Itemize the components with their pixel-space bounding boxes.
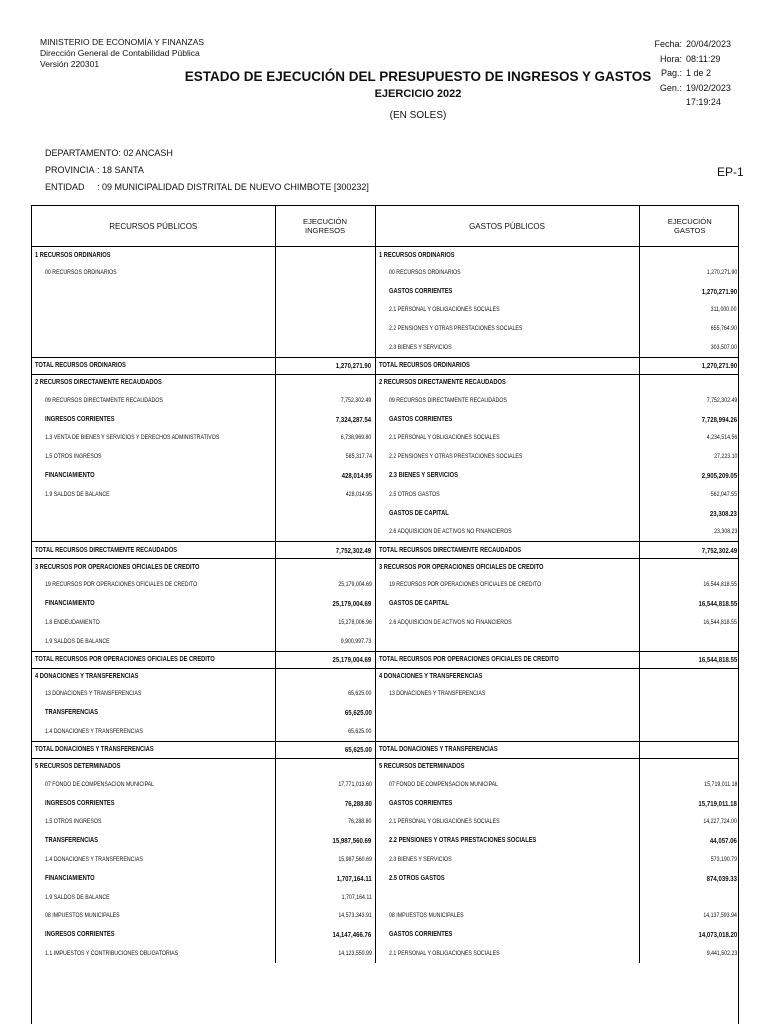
total-row <box>32 651 739 668</box>
gasto-amount: 14,073,018.20 <box>698 930 737 940</box>
gasto-concept: 2.6 ADQUISICION DE ACTIVOS NO FINANCIEROS <box>375 523 639 542</box>
gasto-concept: 2.5 OTROS GASTOS <box>375 869 639 888</box>
gasto-amount: 573,190.79 <box>710 856 737 864</box>
ingreso-concept: INGRESOS CORRIENTES <box>32 925 275 944</box>
table-row <box>32 831 739 850</box>
gasto-amount: 4,234,514.56 <box>706 434 737 442</box>
table-row <box>32 319 739 338</box>
table-row <box>32 447 739 466</box>
gasto-concept: 2.6 ADQUISICION DE ACTIVOS NO FINANCIEROS <box>375 613 639 632</box>
gasto-amount <box>639 632 739 651</box>
table-row <box>32 944 739 963</box>
ingreso-amount: 65,625.00 <box>275 741 375 758</box>
ingreso-amount <box>275 263 375 282</box>
total-row <box>32 357 739 374</box>
ingreso-concept <box>32 319 275 338</box>
meta-value: 08:11:29 <box>686 53 721 64</box>
gasto-concept: TOTAL DONACIONES Y TRANSFERENCIAS <box>375 741 639 758</box>
ingreso-concept: FINANCIAMIENTO <box>32 466 275 485</box>
ingreso-concept: 09 RECURSOS DIRECTAMENTE RECAUDADOS <box>32 391 275 410</box>
ingreso-concept: 1.1 IMPUESTOS Y CONTRIBUCIONES OBLIGATORIAS <box>32 944 275 963</box>
ingreso-concept: 1.4 DONACIONES Y TRANSFERENCIAS <box>32 850 275 869</box>
gasto-amount: 655,764.90 <box>710 325 737 333</box>
ingreso-concept: INGRESOS CORRIENTES <box>32 794 275 813</box>
table-header-row <box>32 206 739 247</box>
ingreso-concept: 5 RECURSOS DETERMINADOS <box>32 758 275 775</box>
gasto-concept: GASTOS CORRIENTES <box>375 925 639 944</box>
entity-value: : 09 MUNICIPALIDAD DISTRITAL DE NUEVO CHIMBOTE [300232] <box>97 182 369 192</box>
gasto-concept: GASTOS CORRIENTES <box>375 410 639 429</box>
gasto-concept: 07 FONDO DE COMPENSACION MUNICIPAL <box>375 775 639 794</box>
gasto-amount: 562,047.55 <box>710 490 737 498</box>
ingreso-amount: 1,707,164.11 <box>275 888 375 907</box>
gasto-amount: 16,544,818.55 <box>703 581 737 589</box>
gasto-concept: 2.5 OTROS GASTOS <box>375 485 639 504</box>
table-row <box>32 523 739 542</box>
gasto-concept: GASTOS CORRIENTES <box>375 794 639 813</box>
gasto-concept: 2.1 PERSONAL Y OBLIGACIONES SOCIALES <box>375 944 639 963</box>
gasto-amount: 16,544,818.55 <box>703 618 737 626</box>
table-row <box>32 685 739 704</box>
gasto-concept: 2 RECURSOS DIRECTAMENTE RECAUDADOS <box>375 374 639 391</box>
meta-value: 20/04/2023 <box>686 39 732 49</box>
ingreso-amount <box>275 319 375 338</box>
ingreso-concept: 1.4 DONACIONES Y TRANSFERENCIAS <box>32 722 275 741</box>
ingreso-amount <box>275 523 375 542</box>
table-row <box>32 722 739 741</box>
gasto-amount <box>639 703 739 722</box>
ingreso-amount: 14,147,466.76 <box>275 925 375 944</box>
meta-label: Fecha: <box>654 39 682 49</box>
gasto-concept: GASTOS CORRIENTES <box>375 282 639 301</box>
gasto-concept <box>375 722 639 741</box>
gasto-amount <box>639 722 739 741</box>
ingreso-amount: 9,900,997.73 <box>275 632 375 651</box>
ingreso-amount: 76,288.80 <box>275 794 375 813</box>
section-row <box>32 758 739 775</box>
ingreso-concept: TOTAL RECURSOS POR OPERACIONES OFICIALES DE CREDITO <box>32 651 275 668</box>
ingreso-concept: TRANSFERENCIAS <box>32 703 275 722</box>
table-row <box>32 869 739 888</box>
ingreso-concept: 1.5 OTROS INGRESOS <box>32 447 275 466</box>
ingreso-concept: TRANSFERENCIAS <box>32 831 275 850</box>
ingreso-amount: 6,738,969.80 <box>275 429 375 448</box>
ingreso-concept: 4 DONACIONES Y TRANSFERENCIAS <box>32 668 275 685</box>
meta-value: 19/02/2023 17:19:24 <box>685 82 731 107</box>
gasto-amount: 44,057.06 <box>710 836 737 846</box>
gasto-amount: 14,137,593.94 <box>703 912 737 920</box>
ingreso-concept: 1.8 ENDEUDAMIENTO <box>32 613 275 632</box>
ingreso-concept: 1.5 OTROS INGRESOS <box>32 813 275 832</box>
gasto-concept <box>375 703 639 722</box>
org-line: Versión 220301 <box>40 59 100 69</box>
ingreso-amount <box>275 338 375 357</box>
gasto-amount <box>639 741 739 758</box>
table-row <box>32 263 739 282</box>
ingreso-amount: 428,014.95 <box>275 466 375 485</box>
gasto-amount: 1,270,271.90 <box>701 286 737 296</box>
ingreso-amount: 1,707,164.11 <box>275 869 375 888</box>
gasto-concept: TOTAL RECURSOS ORDINARIOS <box>375 357 639 374</box>
col-header-recursos: RECURSOS PÚBLICOS <box>32 206 275 247</box>
ingreso-amount: 15,987,560.69 <box>275 850 375 869</box>
gasto-concept: GASTOS DE CAPITAL <box>375 504 639 523</box>
meta-value: 1 de 2 <box>686 68 712 78</box>
entity-label: DEPARTAMENTO: <box>45 148 121 158</box>
ingreso-amount <box>275 282 375 301</box>
ingreso-amount <box>275 374 375 391</box>
org-line: Dirección General de Contabilidad Pública <box>40 48 200 58</box>
gasto-concept: 1 RECURSOS ORDINARIOS <box>375 247 639 264</box>
ingreso-amount: 7,752,302.49 <box>275 391 375 410</box>
gasto-concept: 2.3 BIENES Y SERVICIOS <box>375 850 639 869</box>
table-row <box>32 925 739 944</box>
gasto-amount: 16,544,818.55 <box>698 599 737 609</box>
ingreso-amount <box>275 247 375 264</box>
ingreso-concept: 07 FONDO DE COMPENSACION MUNICIPAL <box>32 775 275 794</box>
ingreso-concept: 1 RECURSOS ORDINARIOS <box>32 247 275 264</box>
ingreso-amount: 15,278,006.96 <box>275 613 375 632</box>
ingreso-concept: 2 RECURSOS DIRECTAMENTE RECAUDADOS <box>32 374 275 391</box>
report-subtitle: EJERCICIO 2022 <box>374 88 462 100</box>
gasto-amount: 311,000.00 <box>711 306 737 314</box>
table-row <box>32 429 739 448</box>
gasto-concept: TOTAL RECURSOS DIRECTAMENTE RECAUDADOS <box>375 542 639 559</box>
table-row <box>32 703 739 722</box>
ingreso-amount <box>275 504 375 523</box>
table-row <box>32 632 739 651</box>
ingreso-concept: TOTAL RECURSOS DIRECTAMENTE RECAUDADOS <box>32 542 275 559</box>
gasto-amount <box>639 668 739 685</box>
ingreso-concept: TOTAL DONACIONES Y TRANSFERENCIAS <box>32 741 275 758</box>
gasto-amount: 9,441,502.23 <box>706 950 737 957</box>
ingreso-amount: 15,987,560.69 <box>275 831 375 850</box>
gasto-concept: 13 DONACIONES Y TRANSFERENCIAS <box>375 685 639 704</box>
ingreso-concept: 3 RECURSOS POR OPERACIONES OFICIALES DE CREDITO <box>32 559 275 576</box>
gasto-concept: 2.3 BIENES Y SERVICIOS <box>375 466 639 485</box>
total-row <box>32 542 739 559</box>
ingreso-concept: 1.3 VENTA DE BIENES Y SERVICIOS Y DERECHOS ADMINISTRATIVOS <box>32 429 275 448</box>
section-row <box>32 374 739 391</box>
ingreso-concept <box>32 338 275 357</box>
ingreso-amount: 65,625.00 <box>275 722 375 741</box>
ingreso-concept <box>32 282 275 301</box>
ingreso-amount <box>275 668 375 685</box>
entity-info <box>45 145 369 196</box>
gasto-amount: 14,227,724.00 <box>703 818 737 826</box>
ingreso-concept: FINANCIAMIENTO <box>32 869 275 888</box>
col-header-ejecucion-ingresos: EJECUCIÓN INGRESOS <box>275 206 375 247</box>
table-row <box>32 850 739 869</box>
ingreso-concept <box>32 301 275 320</box>
section-row <box>32 559 739 576</box>
ingreso-amount <box>275 758 375 775</box>
ingreso-amount: 25,179,004.69 <box>275 651 375 668</box>
ingreso-amount: 65,625.00 <box>275 685 375 704</box>
table-body <box>32 247 739 963</box>
ingreso-amount <box>275 559 375 576</box>
ingreso-concept: INGRESOS CORRIENTES <box>32 410 275 429</box>
gasto-concept: 2.1 PERSONAL Y OBLIGACIONES SOCIALES <box>375 429 639 448</box>
section-row <box>32 247 739 264</box>
ingreso-concept: 1.9 SALDOS DE BALANCE <box>32 632 275 651</box>
budget-table <box>31 205 739 1024</box>
ingreso-amount: 1,270,271.90 <box>275 357 375 374</box>
gasto-concept: 5 RECURSOS DETERMINADOS <box>375 758 639 775</box>
gasto-concept: 2.1 PERSONAL Y OBLIGACIONES SOCIALES <box>375 813 639 832</box>
ingreso-amount: 7,324,287.54 <box>275 410 375 429</box>
report-title: ESTADO DE EJECUCIÓN DEL PRESUPUESTO DE INGRESOS Y GASTOS <box>184 69 652 84</box>
gasto-amount: 7,752,302.49 <box>639 542 739 559</box>
table-row <box>32 301 739 320</box>
ingreso-concept: 08 IMPUESTOS MUNICIPALES <box>32 907 275 926</box>
section-row <box>32 668 739 685</box>
meta-label: Pag.: <box>660 68 682 78</box>
gasto-concept: 2.1 PERSONAL Y OBLIGACIONES SOCIALES <box>375 301 639 320</box>
gasto-amount: 23,308.23 <box>713 528 737 536</box>
gasto-concept: 2.2 PENSIONES Y OTRAS PRESTACIONES SOCIALES <box>375 447 639 466</box>
org-header <box>40 37 204 70</box>
gasto-amount: 7,752,302.49 <box>706 396 737 404</box>
gasto-amount: 15,719,011.18 <box>698 798 737 808</box>
table-row <box>32 391 739 410</box>
ingreso-concept: FINANCIAMIENTO <box>32 594 275 613</box>
gasto-amount: 2,905,209.05 <box>701 471 737 481</box>
gasto-amount: 1,270,271.90 <box>706 268 737 276</box>
gasto-concept: 3 RECURSOS POR OPERACIONES OFICIALES DE CREDITO <box>375 559 639 576</box>
ingreso-amount: 25,179,004.69 <box>275 575 375 594</box>
table-row <box>32 575 739 594</box>
table-row <box>32 775 739 794</box>
ingreso-amount <box>275 301 375 320</box>
gasto-amount: 7,728,994.26 <box>701 414 737 424</box>
entity-label: PROVINCIA <box>45 165 95 175</box>
gasto-concept: TOTAL RECURSOS POR OPERACIONES OFICIALES DE CREDITO <box>375 651 639 668</box>
table-row <box>32 594 739 613</box>
gasto-concept: 2.3 BIENES Y SERVICIOS <box>375 338 639 357</box>
entity-value: : 18 SANTA <box>97 165 144 175</box>
table-row <box>32 504 739 523</box>
table-row <box>32 813 739 832</box>
ingreso-amount: 7,752,302.49 <box>275 542 375 559</box>
ingreso-concept: 13 DONACIONES Y TRANSFERENCIAS <box>32 685 275 704</box>
report-units: (EN SOLES) <box>389 110 447 121</box>
ingreso-concept: 1.9 SALDOS DE BALANCE <box>32 485 275 504</box>
gasto-concept: 4 DONACIONES Y TRANSFERENCIAS <box>375 668 639 685</box>
table-row <box>32 907 739 926</box>
ingreso-concept: 1.9 SALDOS DE BALANCE <box>32 888 275 907</box>
gasto-amount <box>639 247 739 264</box>
gasto-amount: 1,270,271.90 <box>639 357 739 374</box>
gasto-amount: 16,544,818.55 <box>639 651 739 668</box>
total-row <box>32 741 739 758</box>
table-row <box>32 485 739 504</box>
entity-value: 02 ANCASH <box>123 148 173 158</box>
ingreso-concept <box>32 523 275 542</box>
gasto-amount <box>639 559 739 576</box>
gasto-concept: 19 RECURSOS POR OPERACIONES OFICIALES DE CREDITO <box>375 575 639 594</box>
table-row <box>32 888 739 907</box>
ingreso-amount: 14,123,550.99 <box>275 944 375 963</box>
ingreso-amount: 428,014.95 <box>275 485 375 504</box>
ingreso-amount: 76,288.80 <box>275 813 375 832</box>
ingreso-amount: 17,771,013.60 <box>275 775 375 794</box>
ingreso-amount: 25,179,004.69 <box>275 594 375 613</box>
ingreso-concept <box>32 504 275 523</box>
entity-label: ENTIDAD <box>45 182 85 192</box>
ingreso-amount: 65,625.00 <box>275 703 375 722</box>
table-row <box>32 410 739 429</box>
gasto-amount: 303,507.00 <box>710 344 737 352</box>
gasto-concept <box>375 632 639 651</box>
gasto-concept: 2.2 PENSIONES Y OTRAS PRESTACIONES SOCIALES <box>375 319 639 338</box>
ingreso-concept: 19 RECURSOS POR OPERACIONES OFICIALES DE CREDITO <box>32 575 275 594</box>
ingreso-amount: 585,317.74 <box>275 447 375 466</box>
gasto-amount <box>639 758 739 775</box>
gasto-concept: 00 RECURSOS ORDINARIOS <box>375 263 639 282</box>
table-row <box>32 794 739 813</box>
meta-label: Gen.: <box>659 82 682 93</box>
gasto-concept: 09 RECURSOS DIRECTAMENTE RECAUDADOS <box>375 391 639 410</box>
gasto-amount: 27,223.10 <box>713 453 737 461</box>
gasto-concept: GASTOS DE CAPITAL <box>375 594 639 613</box>
gasto-amount <box>639 374 739 391</box>
gasto-amount: 874,039.33 <box>706 873 737 883</box>
table-row <box>32 466 739 485</box>
gasto-amount: 15,719,011.18 <box>703 780 737 788</box>
gasto-concept: 2.2 PENSIONES Y OTRAS PRESTACIONES SOCIALES <box>375 831 639 850</box>
gasto-amount <box>639 685 739 704</box>
meta-label: Hora: <box>659 53 682 64</box>
gasto-amount: 23,308.23 <box>710 508 737 518</box>
table-row <box>32 613 739 632</box>
table-row <box>32 338 739 357</box>
gasto-concept <box>375 888 639 907</box>
gasto-amount <box>639 888 739 907</box>
org-line: MINISTERIO DE ECONOMÍA Y FINANZAS <box>40 37 205 47</box>
gasto-concept: 08 IMPUESTOS MUNICIPALES <box>375 907 639 926</box>
col-header-gastos: GASTOS PÚBLICOS <box>375 206 639 247</box>
col-header-ejecucion-gastos: EJECUCIÓN GASTOS <box>639 206 739 247</box>
form-code: EP-1 <box>717 165 744 179</box>
ingreso-concept: 00 RECURSOS ORDINARIOS <box>32 263 275 282</box>
ingreso-concept: TOTAL RECURSOS ORDINARIOS <box>32 357 275 374</box>
ingreso-amount: 14,573,343.91 <box>275 907 375 926</box>
table-row <box>32 282 739 301</box>
